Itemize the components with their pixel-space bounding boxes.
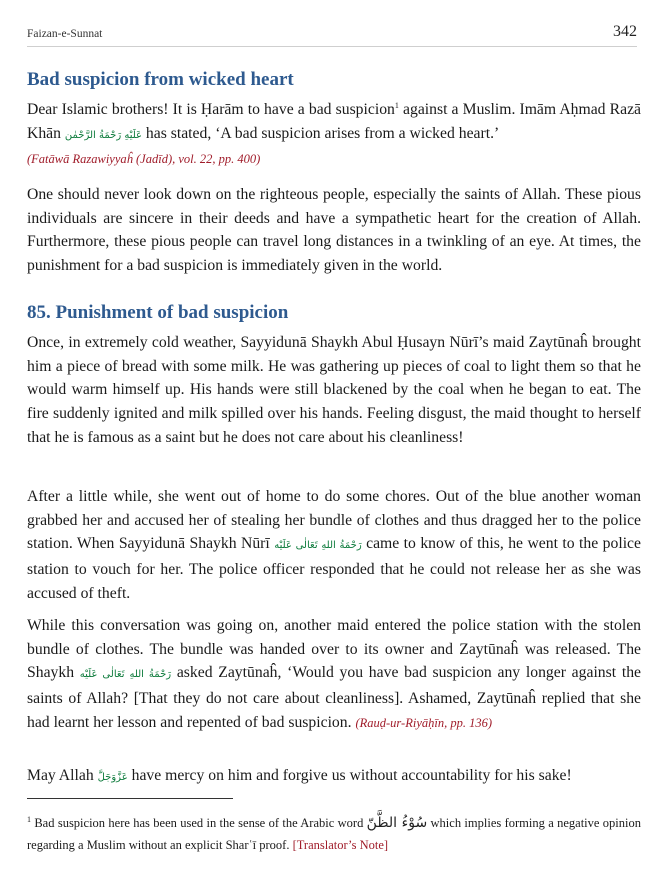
police-text-a: After a little while, she went out of home to do some chores. Out of the blue another woman grabbed her and accused her of stealing her bundle of clothes and thus dragged her to the police station. When Sayyidunā Shaykh Nūrī <box>27 488 641 553</box>
reference-citation: (Rauḍ-ur-Riyāḥīn, pp. 136) <box>355 715 492 730</box>
section-heading-punishment: 85. Punishment of bad suspicion <box>27 302 289 323</box>
page-number: 342 <box>613 23 637 40</box>
release-text-b: asked Zaytūnaĥ, ‘Would you have bad suspicion any longer against the saints of Allah? [That they do not care about cleanliness]. Ashamed, Zaytūnaĥ replied that she had learnt her lesson and repented of bad suspicion. <box>27 664 642 731</box>
paragraph-righteous: One should never look down on the righteous people, especially the saints of Allah. These pious individuals are sincere in their deeds and have a sympathetic heart for the creation of Allah. Furthermore, these pious people can travel long distances in a twinkling of an eye. At times, the punishment for a bad suspicion is immediately given in the world. <box>27 186 641 275</box>
paragraph-intro <box>27 98 641 172</box>
prayer-text-b: have mercy on him and forgive us without accountability for his sake! <box>127 767 572 784</box>
book-title: Faizan-e-Sunnat <box>27 28 103 40</box>
footnote-text-a: Bad suspicion here has been used in the sense of the Arabic word <box>31 816 367 830</box>
section-heading-bad-suspicion: Bad suspicion from wicked heart <box>27 69 294 90</box>
footnote-number: 1 <box>27 814 31 824</box>
reference-citation: (Fatāwā Razawiyyaĥ (Jadīd), vol. 22, pp. 400) <box>27 152 261 167</box>
footnote <box>27 812 641 856</box>
paragraph-police-station <box>27 485 641 606</box>
footnote-text-b: which implies forming a negative opinion regarding a Muslim without an explicit Sharʿī proof. <box>27 816 641 852</box>
footnote-divider <box>27 798 233 799</box>
intro-text-a: Dear Islamic brothers! It is Ḥarām to have a bad suspicion <box>27 101 395 118</box>
arabic-honorific: رَحْمَةُ اللهِ تَعَالٰی عَلَيْه <box>79 669 172 681</box>
footnote-marker[interactable]: 1 <box>394 100 399 110</box>
release-text-a: While this conversation was going on, another maid entered the police station with the stolen bundle of clothes. The bundle was handed over to its owner and Zaytūnaĥ was released. The Shaykh <box>27 617 641 682</box>
arabic-honorific: عَلَيْهِ رَحْمَةُ الرَّحْمٰن <box>64 129 142 141</box>
paragraph-story-start: Once, in extremely cold weather, Sayyidunā Shaykh Abul Ḥusayn Nūrī’s maid Zaytūnaĥ brought him a piece of bread with some milk. He was gathering up pieces of coal to light them so that he would warm himself up. His hands were still blackened by the coal when he began to eat. The fire suddenly ignited and milk spilled over his hands. Feeling disgust, the maid thought to herself that he is famous as a saint but he does not care about his cleanliness! <box>27 334 641 446</box>
paragraph-release <box>27 614 641 736</box>
arabic-honorific: عَزَّوَجَلَّ <box>97 772 128 783</box>
intro-text-c: has stated, ‘A bad suspicion arises from a wicked heart.’ <box>142 124 500 142</box>
page-header <box>27 20 637 47</box>
police-text-b: came to know of this, he went to the police station to vouch for her. The police officer responded that he could not release her as she was accused of theft. <box>27 535 641 602</box>
intro-text-b: against a Muslim. Imām Aḥmad Razā Khān <box>27 101 641 142</box>
arabic-term: سُوْءُ الظَّنّ <box>366 815 428 831</box>
translator-note: [Translator’s Note] <box>292 838 389 852</box>
prayer-text-a: May Allah <box>27 767 98 784</box>
arabic-honorific: رَحْمَةُ اللهِ تَعَالٰی عَلَيْه <box>274 540 362 552</box>
paragraph-closing-prayer <box>27 764 641 790</box>
